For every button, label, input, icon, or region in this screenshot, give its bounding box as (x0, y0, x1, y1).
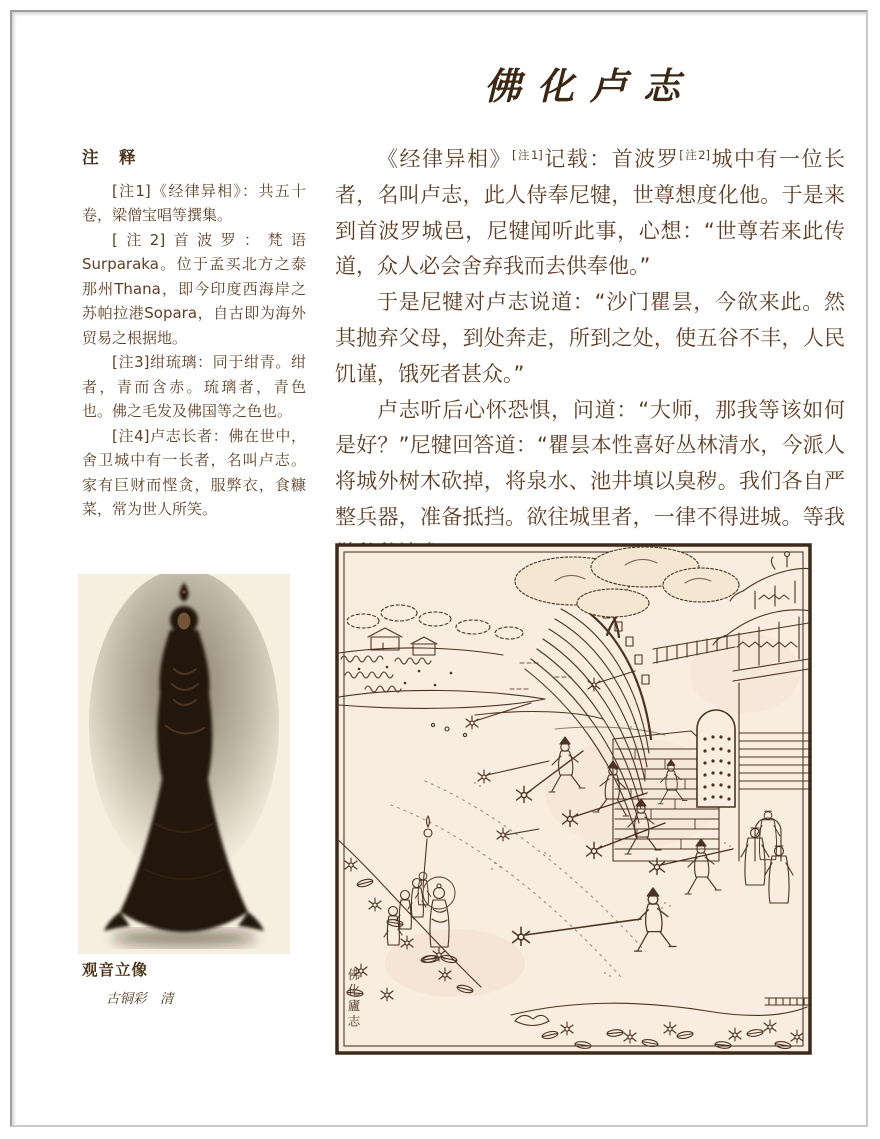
page-title: 佛化卢志 (484, 64, 696, 108)
annotation-note-2: [注2]首波罗：梵语Surparaka。位于孟买北方之泰那州Thana，即今印度西海岸之苏帕拉港Sopara，自古即为海外贸易之根据地。 (82, 230, 306, 347)
p1-seg1: 《经律异相》 (377, 147, 512, 171)
annotations-column (82, 146, 306, 522)
note-ref-2: [注2] (679, 148, 711, 162)
main-text-column (335, 142, 845, 572)
annotation-note-1: [注1]《经律异相》：共五十卷，梁僧宝唱等撰集。 (82, 181, 306, 224)
woodcut-caption-vertical: 佛化廬志 (346, 968, 361, 1030)
annotations-heading: 注 释 (82, 148, 138, 167)
p1-seg3: 城中有一位长者，名叫卢志，此人侍奉尼犍，世尊想度化他。于是来到首波罗城邑，尼犍闻听此事，心想：“世尊若来此传道，众人必会舍弃我而去供奉他。” (335, 147, 846, 279)
annotation-note-4: [注4]卢志长者：佛在世中，舍卫城中有一长者，名叫卢志。家有巨财而悭贪，服弊衣，食糠菜，常为世人所笑。 (82, 426, 306, 518)
note-ref-1: [注1] (511, 148, 543, 162)
statue-caption-subtitle: 古铜彩 清 (106, 991, 174, 1007)
main-paragraph-1 (335, 142, 845, 285)
guanyin-statue-photo (78, 574, 290, 954)
main-paragraph-2: 于是尼犍对卢志说道：“沙门瞿昙，今欲来此。然其抛弃父母，到处奔走，所到之处，使五谷不丰，人民饥谨，饿死者甚众。” (335, 290, 845, 386)
annotation-note-3: [注3]绀琉璃：同于绀青。绀者，青而含赤。琉璃者，青色也。佛之毛发及佛国等之色也。 (82, 353, 306, 420)
statue-caption-title: 观音立像 (82, 961, 149, 979)
woodcut-illustration-image (335, 543, 812, 1055)
p1-seg2: 记载：首波罗 (542, 147, 680, 171)
statue-caption (82, 958, 302, 1007)
main-paragraph-3: 卢志听后心怀恐惧，问道：“大师，那我等该如何是好？”尼犍回答道：“瞿昙本性喜好丛林清水，今派人将城外树木砍掉，将泉水、池井填以臭秽。我们各自严整兵器，准备抵挡。欲往城里者，一律不得进城。等我 (335, 397, 845, 529)
woodcut-illustration (335, 543, 812, 1055)
guanyin-statue-image (78, 574, 290, 954)
